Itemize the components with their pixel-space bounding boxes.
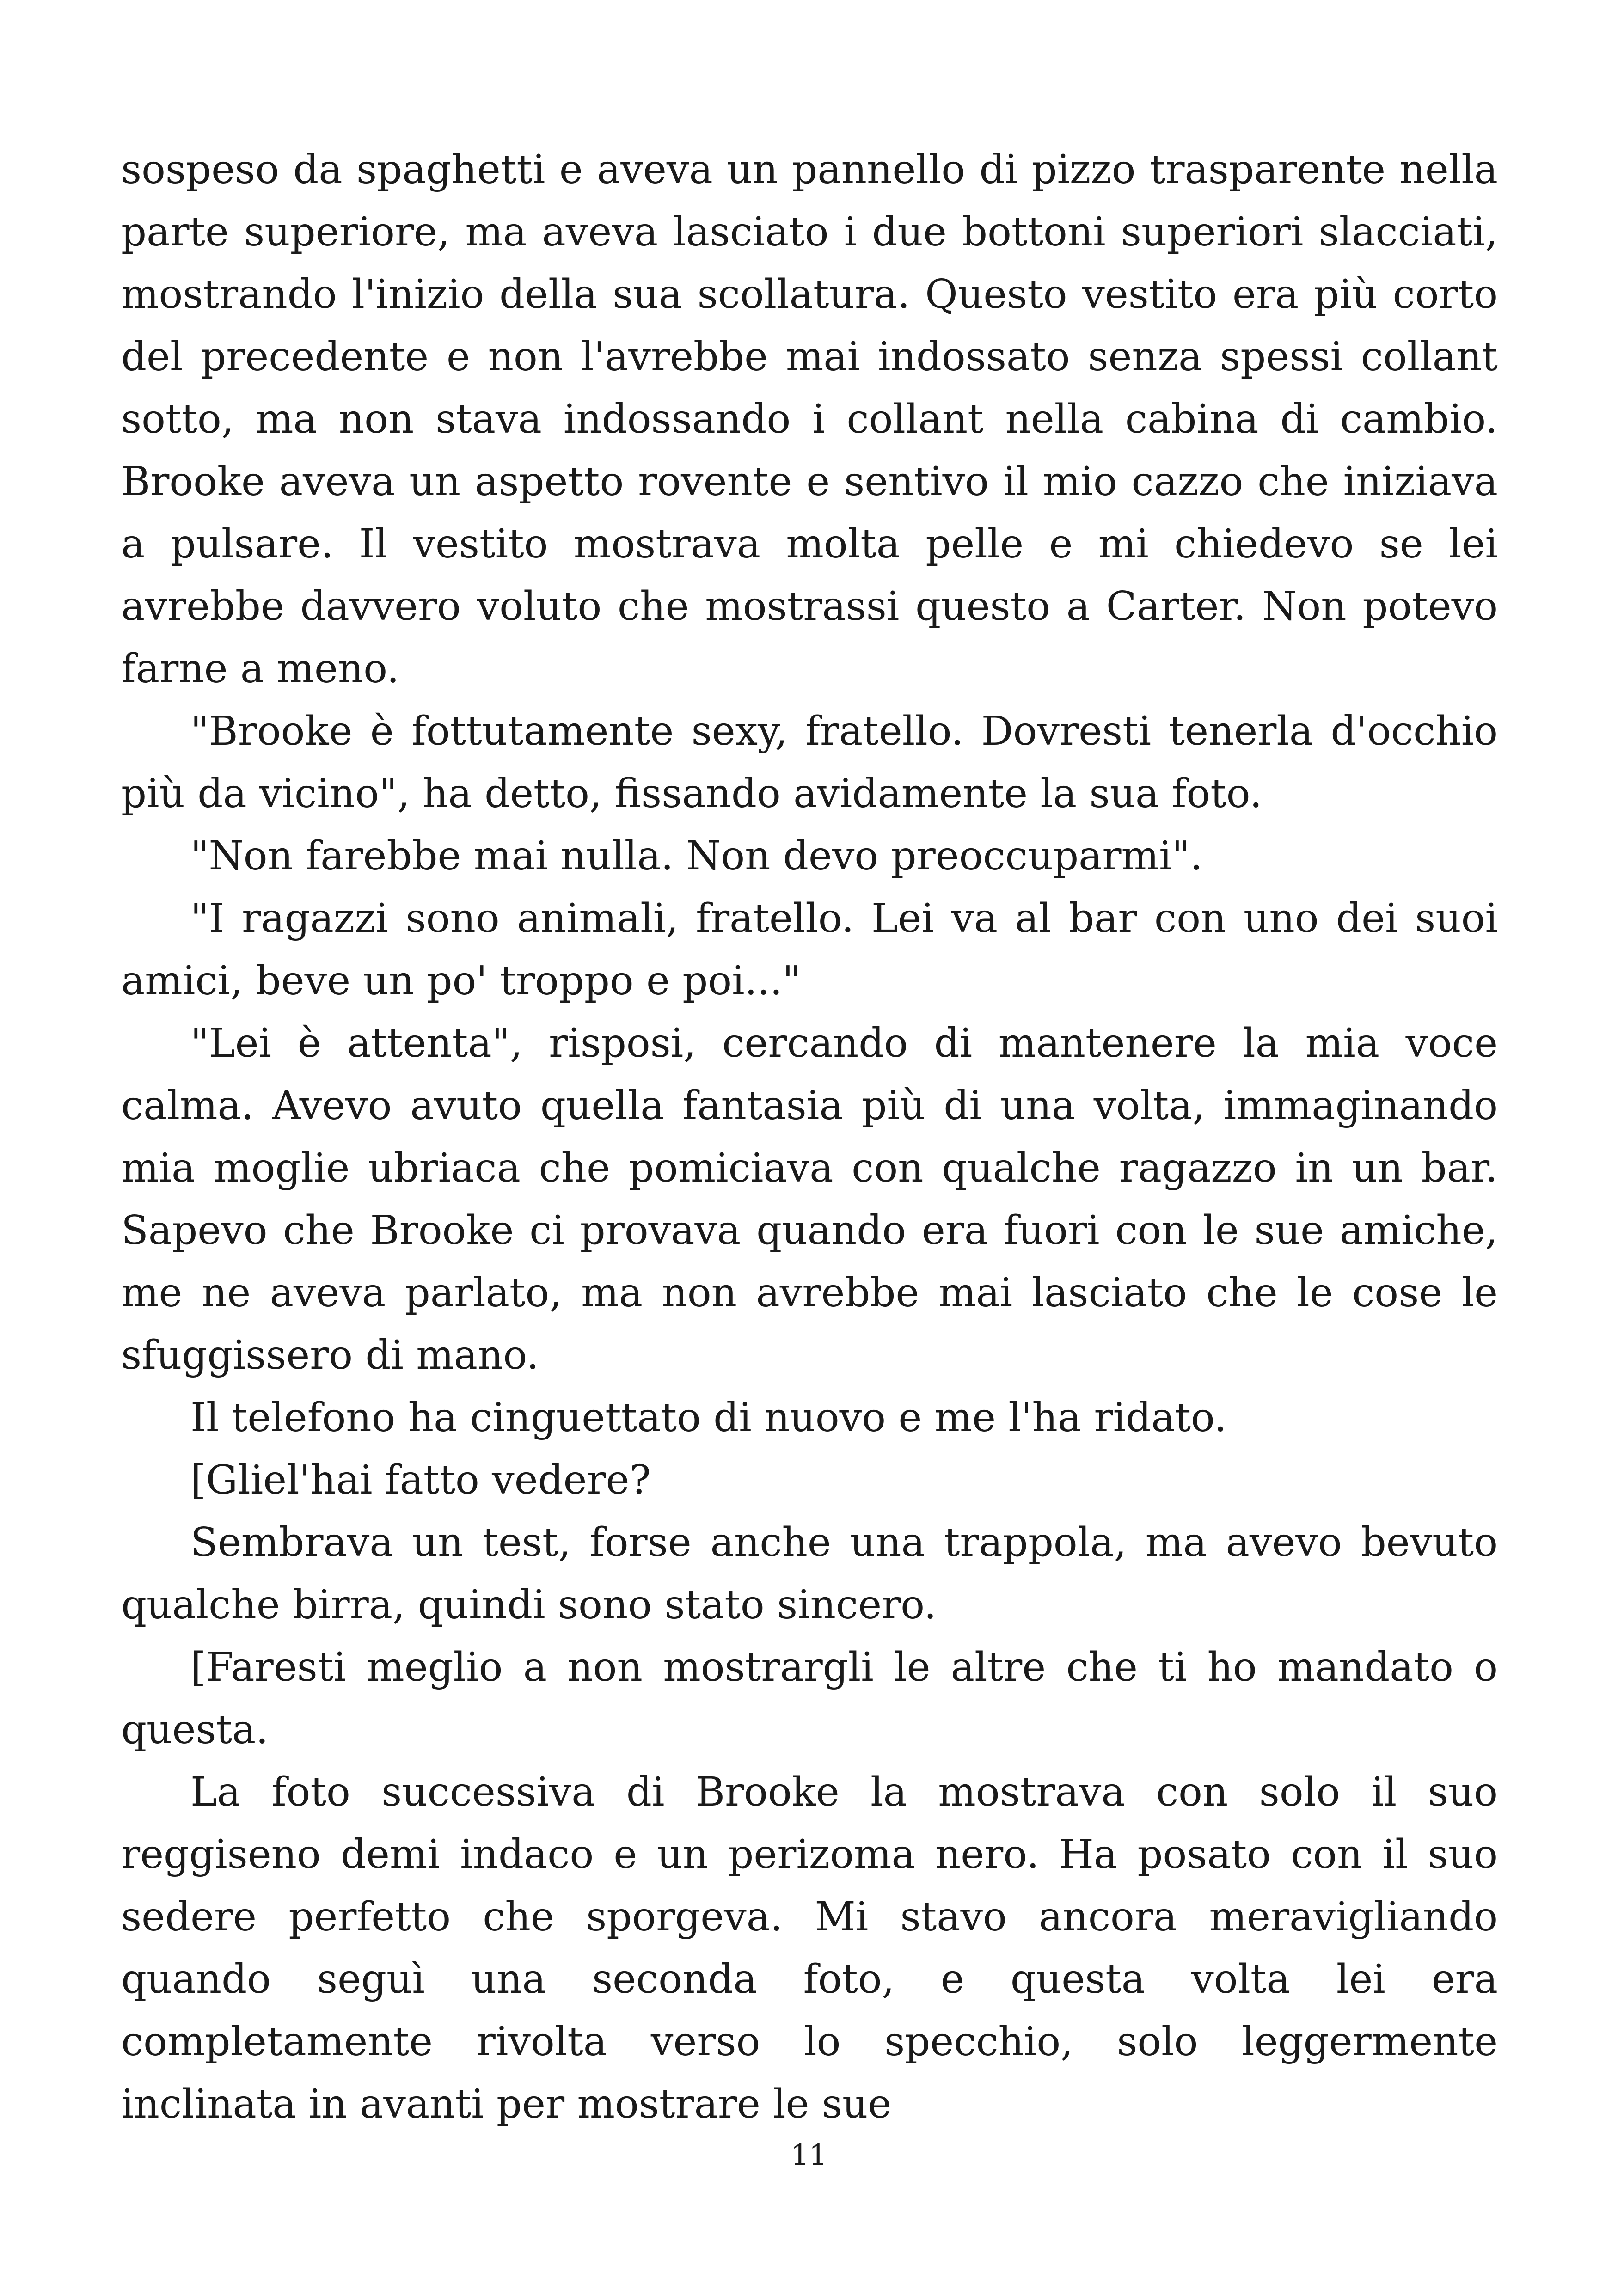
paragraph-4: "I ragazzi sono animali, fratello. Lei va al bar con uno dei suoi amici, beve un po' troppo e poi..." <box>121 895 1498 1004</box>
paragraph-9: [Faresti meglio a non mostrargli le altre che ti ho mandato o questa. <box>121 1644 1498 1753</box>
paragraph-7: [Gliel'hai fatto vedere? <box>190 1457 651 1503</box>
paragraph-6: Il telefono ha cinguettato di nuovo e me l'ha ridato. <box>190 1395 1227 1441</box>
paragraph-2: "Brooke è fottutamente sexy, fratello. Dovresti tenerla d'occhio più da vicino", ha detto, fissando avidamente la sua foto. <box>121 708 1498 817</box>
paragraph-8: Sembrava un test, forse anche una trappola, ma avevo bevuto qualche birra, quindi sono stato sincero. <box>121 1519 1498 1628</box>
paragraph-5: "Lei è attenta", risposi, cercando di mantenere la mia voce calma. Avevo avuto quella fantasia più di una volta, immaginando mia moglie ubriaca che pomiciava con qualche ragazzo in un bar. Sapevo che Brooke ci provava quando era fuori con le sue amiche, me ne aveva parlato, ma non avrebbe mai lasciato che le cose le sfuggissero di mano. <box>121 1020 1498 1378</box>
body-text <box>121 139 1498 2136</box>
paragraph-3: "Non farebbe mai nulla. Non devo preoccuparmi". <box>190 833 1203 879</box>
page-number: 11 <box>791 2138 827 2172</box>
paragraph-1: sospeso da spaghetti e aveva un pannello di pizzo trasparente nella parte superiore, ma aveva lasciato i due bottoni superiori slacciati, mostrando l'inizio della sua scollatura. Questo vestito era più corto del precedente e non l'avrebbe mai indossato senza spessi collant sotto, ma non stava indossando i collant nella cabina di cambio. Brooke aveva un aspetto rovente e sentivo il mio cazzo che iniziava a pulsare. Il vestito mostrava molta pelle e mi chiedevo se lei avrebbe davvero voluto che mostrassi questo a Carter. Non potevo farne a meno. <box>121 147 1498 692</box>
paragraph-10: La foto successiva di Brooke la mostrava con solo il suo reggiseno demi indaco e un perizoma nero. Ha posato con il suo sedere perfetto che sporgeva. Mi stavo ancora meravigliando quando seguì una seconda foto, e questa volta lei era completamente rivolta verso lo specchio, solo leggermente inclinata in avanti per mostrare le sue <box>121 1769 1498 2127</box>
